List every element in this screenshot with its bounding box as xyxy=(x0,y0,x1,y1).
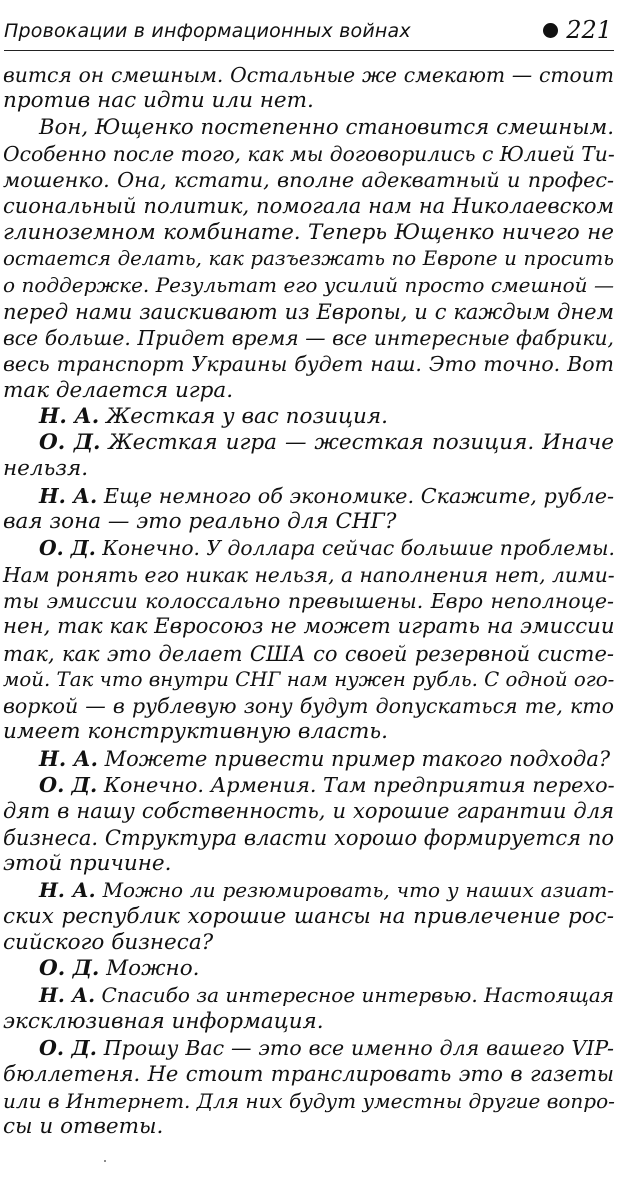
line-text: нельзя. xyxy=(3,456,89,482)
text-line xyxy=(3,509,614,535)
text-line xyxy=(3,351,614,377)
line-text: сы и ответы. xyxy=(3,1113,164,1139)
text-line xyxy=(3,483,614,509)
line-text: Конечно. У доллара сейчас большие проблемы. xyxy=(102,536,615,561)
line-text: имеет конструктивную власть. xyxy=(3,719,388,745)
line-text: нен, так как Евросоюз не может играть на эмиссии xyxy=(3,614,615,640)
text-line xyxy=(3,535,614,561)
text-line xyxy=(3,930,614,956)
text-line xyxy=(3,1114,614,1140)
text-line xyxy=(3,982,614,1008)
line-text: Можно ли резюмировать, что у наших азиат- xyxy=(102,878,615,903)
line-text: воркой — в рублевую зону будут допускаться те, кто xyxy=(3,694,614,719)
page-number-block xyxy=(543,16,612,44)
text-line xyxy=(3,246,614,272)
line-text: Нам ронять его никак нельзя, а наполнения нет, лими- xyxy=(3,562,615,587)
text-line xyxy=(3,299,614,325)
text-line xyxy=(3,378,614,404)
line-text: против нас идти или нет. xyxy=(3,88,314,114)
text-line xyxy=(3,167,614,193)
line-text: о поддержке. Результат его усилий просто смешной — xyxy=(3,273,614,298)
line-text: или в Интернет. Для них будут уместны другие вопро- xyxy=(3,1088,615,1113)
line-text: бюллетеня. Не стоит транслировать это в газеты xyxy=(3,1062,614,1087)
speaker-label: О. Д. xyxy=(39,430,101,456)
line-text: Прошу Вас — это все именно для вашего VIP- xyxy=(103,1035,614,1060)
text-line xyxy=(3,272,614,298)
text-line xyxy=(3,404,614,430)
text-line xyxy=(3,693,614,719)
line-text: Можете привести пример такого подхода? xyxy=(104,746,611,771)
line-text: мой. Так что внутри СНГ нам нужен рубль. С одной ого- xyxy=(3,667,615,691)
line-text: так, как это делает США со своей резервной систе- xyxy=(3,641,614,666)
text-line xyxy=(3,746,614,772)
speaker-label: Н. А. xyxy=(39,878,96,903)
text-line xyxy=(3,220,614,246)
line-text: сиональный политик, помогала нам на Николаевском xyxy=(3,194,614,219)
line-text: все больше. Придет время — все интересные фабрики, xyxy=(3,325,614,350)
line-text: дят в нашу собственность, и хорошие гарантии для xyxy=(3,799,614,824)
line-text: Еще немного об экономике. Скажите, рубле- xyxy=(103,483,614,508)
line-text: сийского бизнеса? xyxy=(3,929,214,955)
line-text: вая зона — это реально для СНГ? xyxy=(3,509,397,535)
text-line xyxy=(3,62,614,88)
scan-speck xyxy=(104,1160,106,1162)
speaker-label: Н. А. xyxy=(39,745,98,771)
speaker-label: О. Д. xyxy=(39,1035,97,1060)
line-text: вится он смешным. Остальные же смекают — стоит xyxy=(3,63,614,87)
text-line xyxy=(3,825,614,851)
text-line xyxy=(3,719,614,745)
line-text: Жесткая у вас позиция. xyxy=(106,403,388,429)
line-text: остается делать, как разъезжать по Европе и просить xyxy=(3,247,614,271)
speaker-label: Н. А. xyxy=(39,483,98,508)
speaker-label: Н. А. xyxy=(39,403,100,429)
text-line xyxy=(3,325,614,351)
text-line xyxy=(3,588,614,614)
text-line xyxy=(3,1035,614,1061)
text-line xyxy=(3,88,614,114)
running-header xyxy=(4,16,614,51)
page-number: 221 xyxy=(566,16,612,44)
line-text: мошенко. Она, кстати, вполне адекватный и профес- xyxy=(3,168,614,193)
text-line xyxy=(3,456,614,482)
line-text: так делается игра. xyxy=(3,377,234,403)
text-line xyxy=(3,430,614,456)
text-line xyxy=(3,904,614,930)
speaker-label: О. Д. xyxy=(39,956,100,982)
speaker-label: О. Д. xyxy=(39,773,98,798)
running-title: Провокации в информационных войнах xyxy=(4,20,411,42)
line-text: бизнеса. Структура власти хорошо формируется по xyxy=(3,825,614,850)
line-text: глиноземном комбинате. Теперь Ющенко ничего не xyxy=(3,219,614,245)
text-line xyxy=(3,641,614,667)
text-line xyxy=(3,798,614,824)
body-text xyxy=(3,62,614,1140)
text-line xyxy=(3,772,614,798)
text-line xyxy=(3,1061,614,1087)
text-line xyxy=(3,614,614,640)
line-text: эксклюзивная информация. xyxy=(3,1008,324,1034)
line-text: этой причине. xyxy=(3,850,172,876)
text-line xyxy=(3,1088,614,1114)
text-line xyxy=(3,141,614,167)
line-text: ты эмиссии колоссально превышены. Евро неполноце- xyxy=(3,588,614,613)
line-text: Жесткая игра — жесткая позиция. Иначе xyxy=(108,430,614,456)
text-line xyxy=(3,956,614,982)
text-line xyxy=(3,1009,614,1035)
text-line xyxy=(3,667,614,693)
text-line xyxy=(3,115,614,141)
line-text: Особенно после того, как мы договорились с Юлией Ти- xyxy=(3,141,615,166)
text-line xyxy=(3,193,614,219)
text-line xyxy=(3,877,614,903)
line-text: перед нами заискивают из Европы, и с каждым днем xyxy=(3,299,614,324)
line-text: Конечно. Армения. Там предприятия перехо- xyxy=(103,773,615,798)
line-text: ских республик хорошие шансы на привлечение рос- xyxy=(3,903,614,929)
line-text: Вон, Ющенко постепенно становится смешным. xyxy=(39,114,614,140)
line-text: весь транспорт Украины будет наш. Это точно. Вот xyxy=(3,352,614,377)
bullet-icon xyxy=(543,23,558,38)
speaker-label: О. Д. xyxy=(39,536,96,561)
text-line xyxy=(3,851,614,877)
line-text: Можно. xyxy=(106,956,200,982)
line-text: Спасибо за интересное интервью. Настоящая xyxy=(101,983,615,1008)
text-line xyxy=(3,562,614,588)
speaker-label: Н. А. xyxy=(39,983,96,1008)
